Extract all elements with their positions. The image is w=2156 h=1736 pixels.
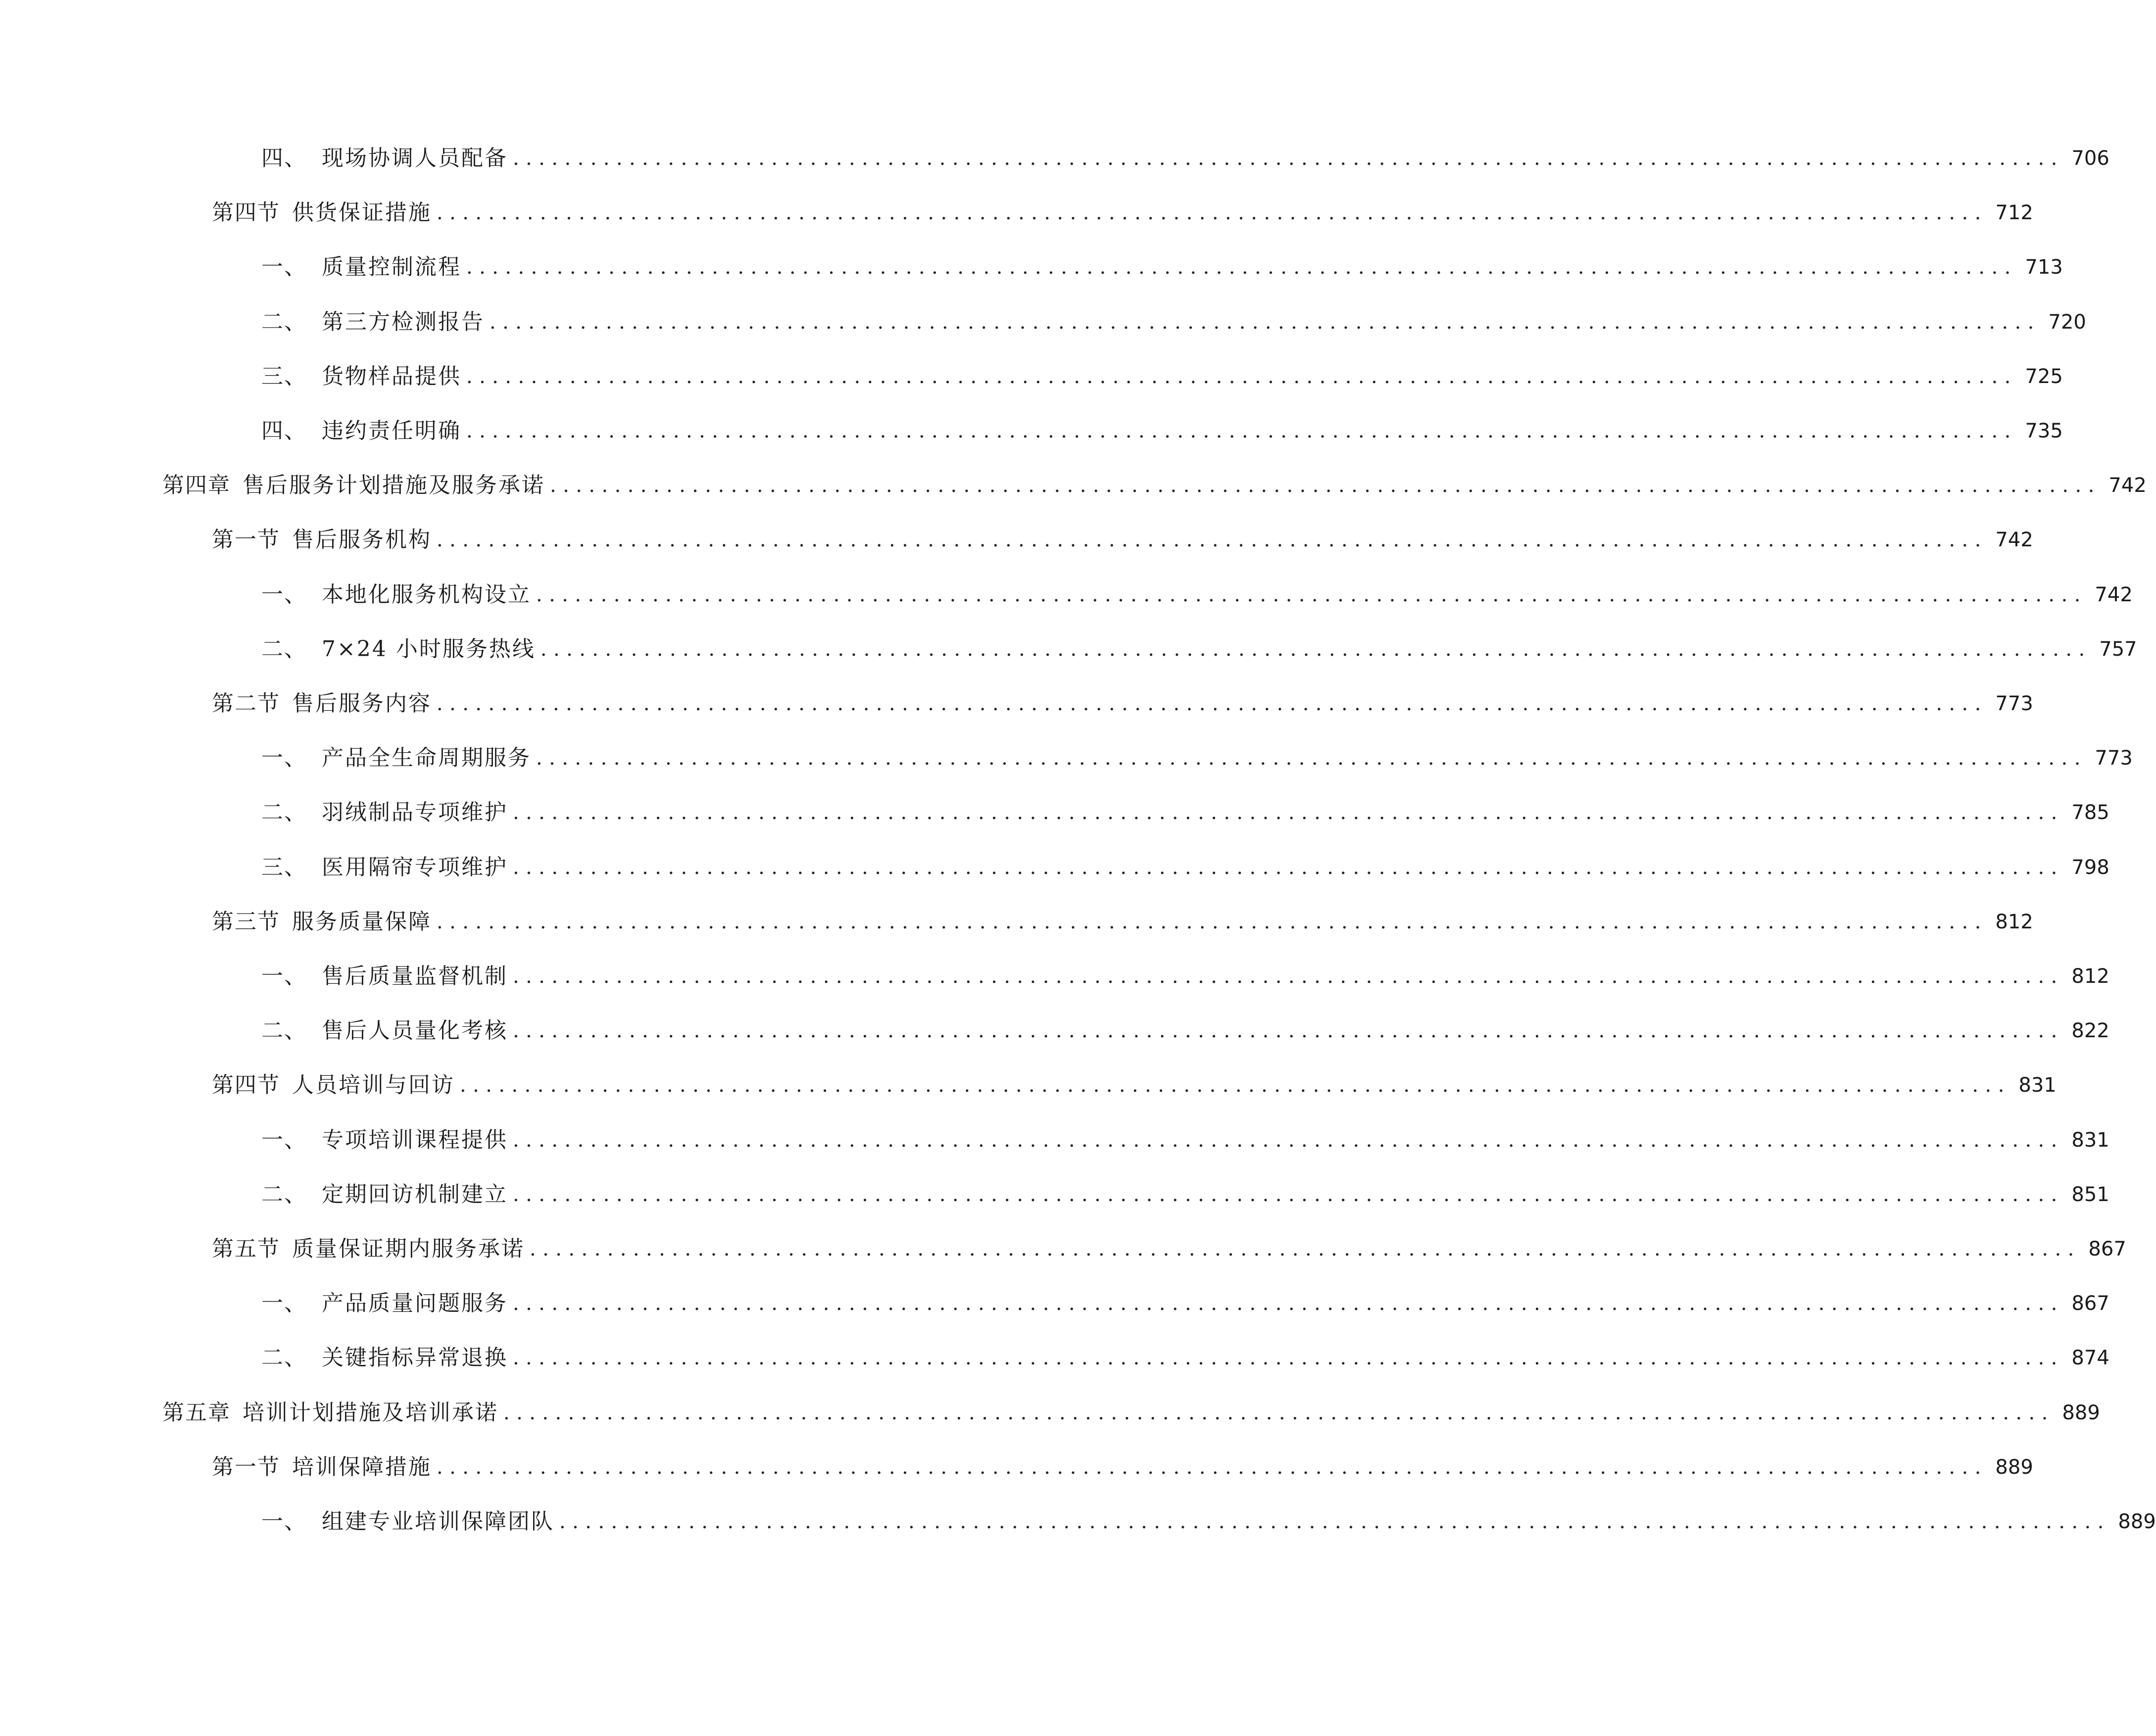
toc-entry-page-number: 889	[2118, 1510, 2156, 1533]
toc-entry-page-number: 831	[2018, 1074, 2057, 1097]
toc-entry-number: 二、	[261, 636, 307, 662]
toc-entry-level-3[interactable]	[261, 416, 2063, 446]
toc-entry-page-number: 757	[2099, 638, 2137, 661]
toc-entry-number: 第五章	[162, 1400, 231, 1425]
toc-entry-number: 二、	[261, 309, 307, 335]
toc-entry-title: 售后服务机构	[292, 527, 432, 552]
toc-entry-page-number: 725	[2025, 365, 2063, 388]
toc-entry-page-number: 851	[2071, 1183, 2109, 1206]
toc-entry-number: 一、	[261, 254, 307, 280]
toc-entry-level-2[interactable]	[212, 198, 2033, 228]
toc-entry-page-number: 713	[2025, 256, 2063, 279]
toc-entry-level-2[interactable]	[212, 689, 2033, 719]
toc-entry-level-3[interactable]	[261, 1125, 2109, 1155]
toc-entry-page-number: 773	[1995, 692, 2033, 715]
toc-entry-title: 本地化服务机构设立	[322, 582, 531, 607]
toc-dot-leader: ........................................................................................................................	[437, 1456, 1988, 1479]
toc-entry-level-3[interactable]	[261, 634, 2137, 664]
toc-entry-level-3[interactable]	[261, 1507, 2156, 1537]
toc-entry-number: 第四章	[162, 473, 231, 498]
toc-entry-level-3[interactable]	[261, 962, 2109, 991]
toc-entry-level-3[interactable]	[261, 362, 2063, 391]
toc-entry-title: 医用隔帘专项维护	[322, 855, 508, 880]
toc-dot-leader: ........................................................................................................................	[466, 256, 2017, 279]
toc-entry-page-number: 742	[2108, 474, 2147, 497]
toc-entry-page-number: 735	[2025, 420, 2063, 442]
toc-dot-leader: ........................................................................................................................	[513, 801, 2064, 824]
toc-entry-title: 人员培训与回访	[292, 1072, 455, 1098]
toc-entry-page-number: 742	[2095, 583, 2133, 606]
toc-entry-page-number: 785	[2071, 801, 2109, 824]
toc-entry-title: 组建专业培训保障团队	[322, 1509, 554, 1534]
toc-entry-number: 二、	[261, 1018, 307, 1043]
toc-entry-title: 培训保障措施	[292, 1454, 432, 1480]
toc-entry-page-number: 773	[2095, 747, 2133, 770]
toc-entry-number: 第三节	[212, 909, 280, 934]
toc-entry-level-3[interactable]	[261, 1180, 2109, 1209]
toc-entry-number: 四、	[261, 145, 307, 171]
toc-entry-number: 第一节	[212, 527, 280, 552]
toc-entry-page-number: 812	[1995, 911, 2033, 933]
toc-dot-leader: ........................................................................................................................	[513, 1347, 2064, 1369]
toc-dot-leader: ........................................................................................................................	[540, 638, 2092, 661]
toc-dot-leader: ........................................................................................................................	[490, 311, 2041, 334]
toc-dot-leader: ........................................................................................................................	[460, 1074, 2011, 1097]
toc-entry-number: 第四节	[212, 1072, 280, 1098]
toc-entry-number: 一、	[261, 745, 307, 771]
toc-entry-title: 质量控制流程	[322, 254, 461, 280]
toc-entry-title: 售后服务计划措施及服务承诺	[243, 473, 545, 498]
toc-entry-page-number: 706	[2071, 147, 2109, 170]
toc-entry-level-1[interactable]	[162, 471, 2147, 500]
toc-entry-title: 产品全生命周期服务	[322, 745, 531, 771]
toc-entry-number: 二、	[261, 800, 307, 825]
toc-entry-title: 专项培训课程提供	[322, 1127, 508, 1153]
toc-dot-leader: ........................................................................................................................	[466, 420, 2017, 442]
toc-entry-level-3[interactable]	[261, 144, 2109, 173]
toc-entry-level-3[interactable]	[261, 580, 2133, 610]
toc-entry-number: 一、	[261, 1509, 307, 1534]
toc-entry-level-3[interactable]	[261, 1016, 2109, 1046]
toc-dot-leader: ........................................................................................................................	[503, 1401, 2055, 1424]
toc-entry-page-number: 742	[1995, 529, 2033, 551]
toc-entry-title: 违约责任明确	[322, 418, 461, 443]
toc-dot-leader: ........................................................................................................................	[530, 1238, 2081, 1260]
toc-entry-level-3[interactable]	[261, 307, 2086, 337]
toc-entry-number: 二、	[261, 1345, 307, 1370]
toc-dot-leader: ........................................................................................................................	[437, 692, 1988, 715]
toc-entry-title: 售后人员量化考核	[322, 1018, 508, 1043]
toc-entry-number: 第二节	[212, 691, 280, 716]
toc-dot-leader: ........................................................................................................................	[536, 747, 2087, 770]
toc-entry-number: 第一节	[212, 1454, 280, 1480]
toc-entry-level-3[interactable]	[261, 1343, 2109, 1373]
toc-entry-title: 供货保证措施	[292, 200, 432, 225]
toc-entry-title: 关键指标异常退换	[322, 1345, 508, 1370]
toc-entry-level-3[interactable]	[261, 798, 2109, 827]
toc-entry-level-1[interactable]	[162, 1398, 2100, 1428]
toc-dot-leader: ........................................................................................................................	[513, 147, 2064, 170]
toc-entry-title: 现场协调人员配备	[322, 145, 508, 171]
toc-dot-leader: ........................................................................................................................	[550, 474, 2101, 497]
toc-entry-level-3[interactable]	[261, 252, 2063, 282]
toc-entry-page-number: 712	[1995, 201, 2033, 224]
toc-entry-title: 培训计划措施及培训承诺	[243, 1400, 498, 1425]
toc-dot-leader: ........................................................................................................................	[466, 365, 2017, 388]
toc-dot-leader: ........................................................................................................................	[437, 911, 1988, 933]
toc-dot-leader: ........................................................................................................................	[536, 583, 2087, 606]
toc-entry-page-number: 831	[2071, 1129, 2109, 1152]
toc-entry-level-3[interactable]	[261, 743, 2133, 773]
toc-entry-page-number: 867	[2071, 1292, 2109, 1315]
toc-dot-leader: ........................................................................................................................	[513, 1019, 2064, 1042]
toc-entry-title: 产品质量问题服务	[322, 1291, 508, 1316]
toc-entry-title: 售后服务内容	[292, 691, 432, 716]
toc-dot-leader: ........................................................................................................................	[513, 965, 2064, 988]
toc-entry-level-2[interactable]	[212, 1234, 2126, 1264]
toc-entry-page-number: 812	[2071, 965, 2109, 988]
toc-entry-number: 二、	[261, 1182, 307, 1207]
toc-entry-page-number: 720	[2048, 311, 2086, 334]
toc-entry-number: 四、	[261, 418, 307, 443]
toc-entry-page-number: 822	[2071, 1019, 2109, 1042]
toc-entry-title: 货物样品提供	[322, 364, 461, 389]
toc-entry-number: 三、	[261, 855, 307, 880]
toc-entry-title: 服务质量保障	[292, 909, 432, 934]
toc-dot-leader: ........................................................................................................................	[559, 1510, 2110, 1533]
toc-dot-leader: ........................................................................................................................	[513, 856, 2064, 879]
toc-entry-title: 羽绒制品专项维护	[322, 800, 508, 825]
toc-entry-title: 7×24 小时服务热线	[322, 636, 536, 662]
toc-entry-title: 质量保证期内服务承诺	[292, 1236, 525, 1261]
toc-entry-level-3[interactable]	[261, 1289, 2109, 1318]
toc-entry-page-number: 798	[2071, 856, 2109, 879]
toc-entry-page-number: 889	[2062, 1401, 2100, 1424]
toc-entry-number: 第四节	[212, 200, 280, 225]
toc-entry-page-number: 889	[1995, 1456, 2033, 1479]
toc-entry-page-number: 867	[2088, 1238, 2126, 1260]
toc-entry-number: 一、	[261, 1127, 307, 1153]
toc-dot-leader: ........................................................................................................................	[513, 1292, 2064, 1315]
toc-entry-number: 第五节	[212, 1236, 280, 1261]
toc-dot-leader: ........................................................................................................................	[513, 1183, 2064, 1206]
toc-entry-number: 一、	[261, 964, 307, 989]
toc-entry-number: 一、	[261, 582, 307, 607]
toc-entry-title: 售后质量监督机制	[322, 964, 508, 989]
toc-entry-number: 一、	[261, 1291, 307, 1316]
toc-dot-leader: ........................................................................................................................	[437, 529, 1988, 551]
toc-entry-level-2[interactable]	[212, 525, 2033, 555]
toc-entry-page-number: 874	[2071, 1347, 2109, 1369]
toc-entry-level-3[interactable]	[261, 853, 2109, 882]
toc-entry-level-2[interactable]	[212, 907, 2033, 937]
toc-entry-title: 定期回访机制建立	[322, 1182, 508, 1207]
toc-entry-level-2[interactable]	[212, 1452, 2033, 1482]
toc-dot-leader: ........................................................................................................................	[513, 1129, 2064, 1152]
toc-dot-leader: ........................................................................................................................	[437, 201, 1988, 224]
toc-entry-number: 三、	[261, 364, 307, 389]
toc-entry-title: 第三方检测报告	[322, 309, 485, 335]
toc-entry-level-2[interactable]	[212, 1070, 2057, 1100]
